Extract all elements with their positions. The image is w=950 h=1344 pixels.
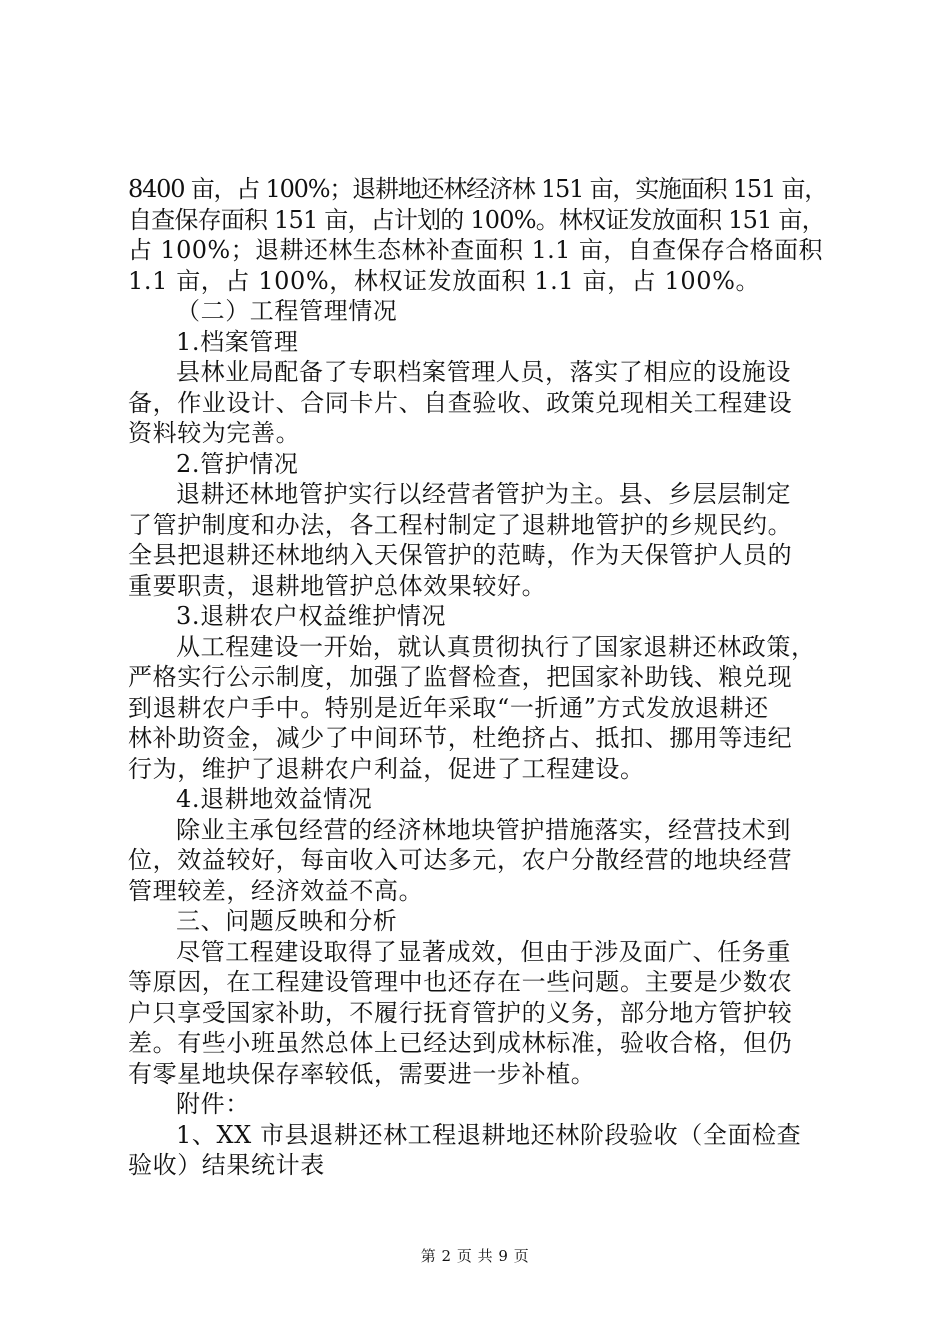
text-line: 8400 亩，占 100%；退耕地还林经济林 151 亩，实施面积 151 亩， bbox=[128, 175, 828, 203]
text-line: 到退耕农户手中。特别是近年采取“一折通”方式发放退耕还 bbox=[128, 693, 769, 722]
text-line: 1、XX 市县退耕还林工程退耕地还林阶段验收（全面检查 bbox=[176, 1120, 802, 1149]
text-line: 行为，维护了退耕农户利益，促进了工程建设。 bbox=[128, 754, 645, 783]
text-line: 验收）结果统计表 bbox=[128, 1151, 325, 1179]
text-line: 1.档案管理 bbox=[176, 327, 299, 356]
text-line: 有零星地块保存率较低，需要进一步补植。 bbox=[128, 1059, 596, 1088]
text-line: 县林业局配备了专职档案管理人员，落实了相应的设施设 bbox=[176, 358, 791, 386]
text-line: 了管护制度和办法，各工程村制定了退耕地管护的乡规民约。 bbox=[128, 510, 793, 539]
text-line: 三、问题反映和分析 bbox=[176, 907, 398, 935]
text-line: 管理较差，经济效益不高。 bbox=[128, 876, 424, 905]
text-line: 尽管工程建设取得了显著成效，但由于涉及面广、任务重 bbox=[176, 937, 791, 966]
text-line: 差。有些小班虽然总体上已经达到成林标准，验收合格，但仍 bbox=[128, 1029, 793, 1057]
text-line: （二）工程管理情况 bbox=[176, 297, 398, 325]
text-line: 附件： bbox=[176, 1090, 250, 1118]
text-line: 1.1 亩，占 100%，林权证发放面积 1.1 亩，占 100%。 bbox=[128, 266, 761, 295]
text-line: 重要职责，退耕地管护总体效果较好。 bbox=[128, 571, 547, 600]
text-line: 户只享受国家补助，不履行抚育管护的义务，部分地方管护较 bbox=[128, 998, 793, 1027]
text-line: 除业主承包经营的经济林地块管护措施落实，经营技术到 bbox=[176, 815, 791, 844]
text-line: 等原因，在工程建设管理中也还存在一些问题。主要是少数农 bbox=[128, 968, 793, 996]
text-line: 3.退耕农户权益维护情况 bbox=[176, 602, 447, 630]
text-line: 退耕还林地管护实行以经营者管护为主。县、乡层层制定 bbox=[176, 480, 791, 508]
text-line: 位，效益较好，每亩收入可达多元，农户分散经营的地块经营 bbox=[128, 846, 793, 874]
text-line: 4.退耕地效益情况 bbox=[176, 785, 373, 813]
text-line: 严格实行公示制度，加强了监督检查，把国家补助钱、粮兑现 bbox=[128, 663, 793, 691]
text-line: 从工程建设一开始，就认真贯彻执行了国家退耕还林政策， bbox=[176, 632, 816, 661]
text-line: 占 100%；退耕还林生态林补查面积 1.1 亩，自查保存合格面积 bbox=[128, 236, 823, 264]
text-line: 全县把退耕还林地纳入天保管护的范畴，作为天保管护人员的 bbox=[128, 541, 793, 569]
page-footer: 第 2 页 共 9 页 bbox=[420, 1247, 530, 1265]
document-body bbox=[128, 174, 828, 1181]
text-line: 备，作业设计、合同卡片、自查验收、政策兑现相关工程建设 bbox=[128, 388, 793, 417]
text-line: 林补助资金，减少了中间环节，杜绝挤占、抵扣、挪用等违纪 bbox=[128, 724, 793, 752]
text-line: 自查保存面积 151 亩，占计划的 100%。林权证发放面积 151 亩， bbox=[128, 205, 825, 234]
text-line: 2.管护情况 bbox=[176, 449, 299, 478]
text-line: 资料较为完善。 bbox=[128, 419, 301, 447]
